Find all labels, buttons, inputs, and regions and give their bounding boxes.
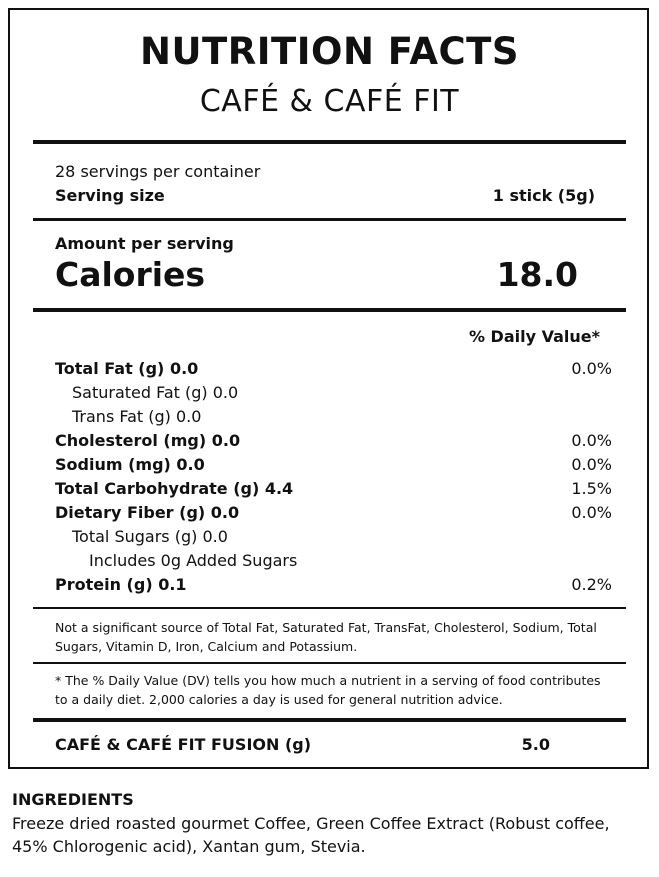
nutrient-row bbox=[55, 383, 575, 407]
nutrient-daily-value: 0.0% bbox=[571, 455, 612, 474]
nutrient-name: Includes 0g Added Sugars bbox=[89, 551, 298, 570]
nutrient-daily-value: 0.0% bbox=[571, 503, 612, 522]
nutrient-row bbox=[55, 551, 575, 575]
nutrient-row bbox=[55, 479, 612, 503]
nutrient-name: Trans Fat (g) 0.0 bbox=[72, 407, 202, 426]
ingredients-heading: INGREDIENTS bbox=[12, 790, 134, 809]
nutrient-name: Saturated Fat (g) 0.0 bbox=[72, 383, 239, 402]
nutrient-name: Total Fat (g) 0.0 bbox=[55, 359, 199, 378]
nutrient-daily-value: 0.2% bbox=[571, 575, 612, 594]
nutrient-row bbox=[55, 431, 612, 455]
divider bbox=[33, 607, 626, 609]
nutrient-name: Protein (g) 0.1 bbox=[55, 575, 187, 594]
nutrient-row bbox=[55, 359, 612, 383]
daily-value-header: % Daily Value* bbox=[468, 327, 600, 346]
daily-value-footnote: * The % Daily Value (DV) tells you how much a nutrient in a serving of food contributes to a daily diet. 2,000 calories a day is used for general nutrition advice. bbox=[55, 673, 601, 707]
divider bbox=[33, 308, 626, 312]
servings-per-container: 28 servings per container bbox=[55, 162, 261, 181]
fusion-label: CAFÉ & CAFÉ FIT FUSION (g) bbox=[55, 735, 312, 754]
nutrient-row bbox=[55, 503, 612, 527]
nutrient-name: Cholesterol (mg) 0.0 bbox=[55, 431, 241, 450]
nutrient-daily-value: 0.0% bbox=[571, 359, 612, 378]
amount-per-serving-label: Amount per serving bbox=[55, 234, 234, 253]
product-name: CAFÉ & CAFÉ FIT bbox=[199, 84, 460, 119]
divider bbox=[33, 140, 626, 144]
fusion-value: 5.0 bbox=[521, 735, 550, 754]
nutrient-name: Dietary Fiber (g) 0.0 bbox=[55, 503, 240, 522]
divider bbox=[33, 718, 626, 722]
calories-value: 18.0 bbox=[496, 255, 578, 294]
not-significant-note: Not a significant source of Total Fat, Saturated Fat, TransFat, Cholesterol, Sodium, Total Sugars, Vitamin D, Iron, Calcium and Potassium. bbox=[55, 620, 597, 654]
divider bbox=[33, 218, 626, 221]
nutrient-name: Total Sugars (g) 0.0 bbox=[72, 527, 228, 546]
ingredients-text: Freeze dried roasted gourmet Coffee, Green Coffee Extract (Robust coffee, 45% Chlorogenic acid), Xantan gum, Stevia. bbox=[12, 814, 610, 856]
label-title: NUTRITION FACTS bbox=[139, 30, 520, 73]
nutrient-row bbox=[55, 455, 612, 479]
nutrient-daily-value: 1.5% bbox=[571, 479, 612, 498]
serving-size-value: 1 stick (5g) bbox=[492, 186, 595, 205]
serving-size-label: Serving size bbox=[55, 186, 165, 205]
nutrient-row bbox=[55, 527, 575, 551]
nutrient-row bbox=[55, 407, 575, 431]
divider bbox=[33, 662, 626, 664]
nutrient-name: Sodium (mg) 0.0 bbox=[55, 455, 205, 474]
nutrient-name: Total Carbohydrate (g) 4.4 bbox=[55, 479, 294, 498]
nutrient-row bbox=[55, 575, 612, 599]
nutrient-daily-value: 0.0% bbox=[571, 431, 612, 450]
calories-label: Calories bbox=[55, 255, 206, 294]
